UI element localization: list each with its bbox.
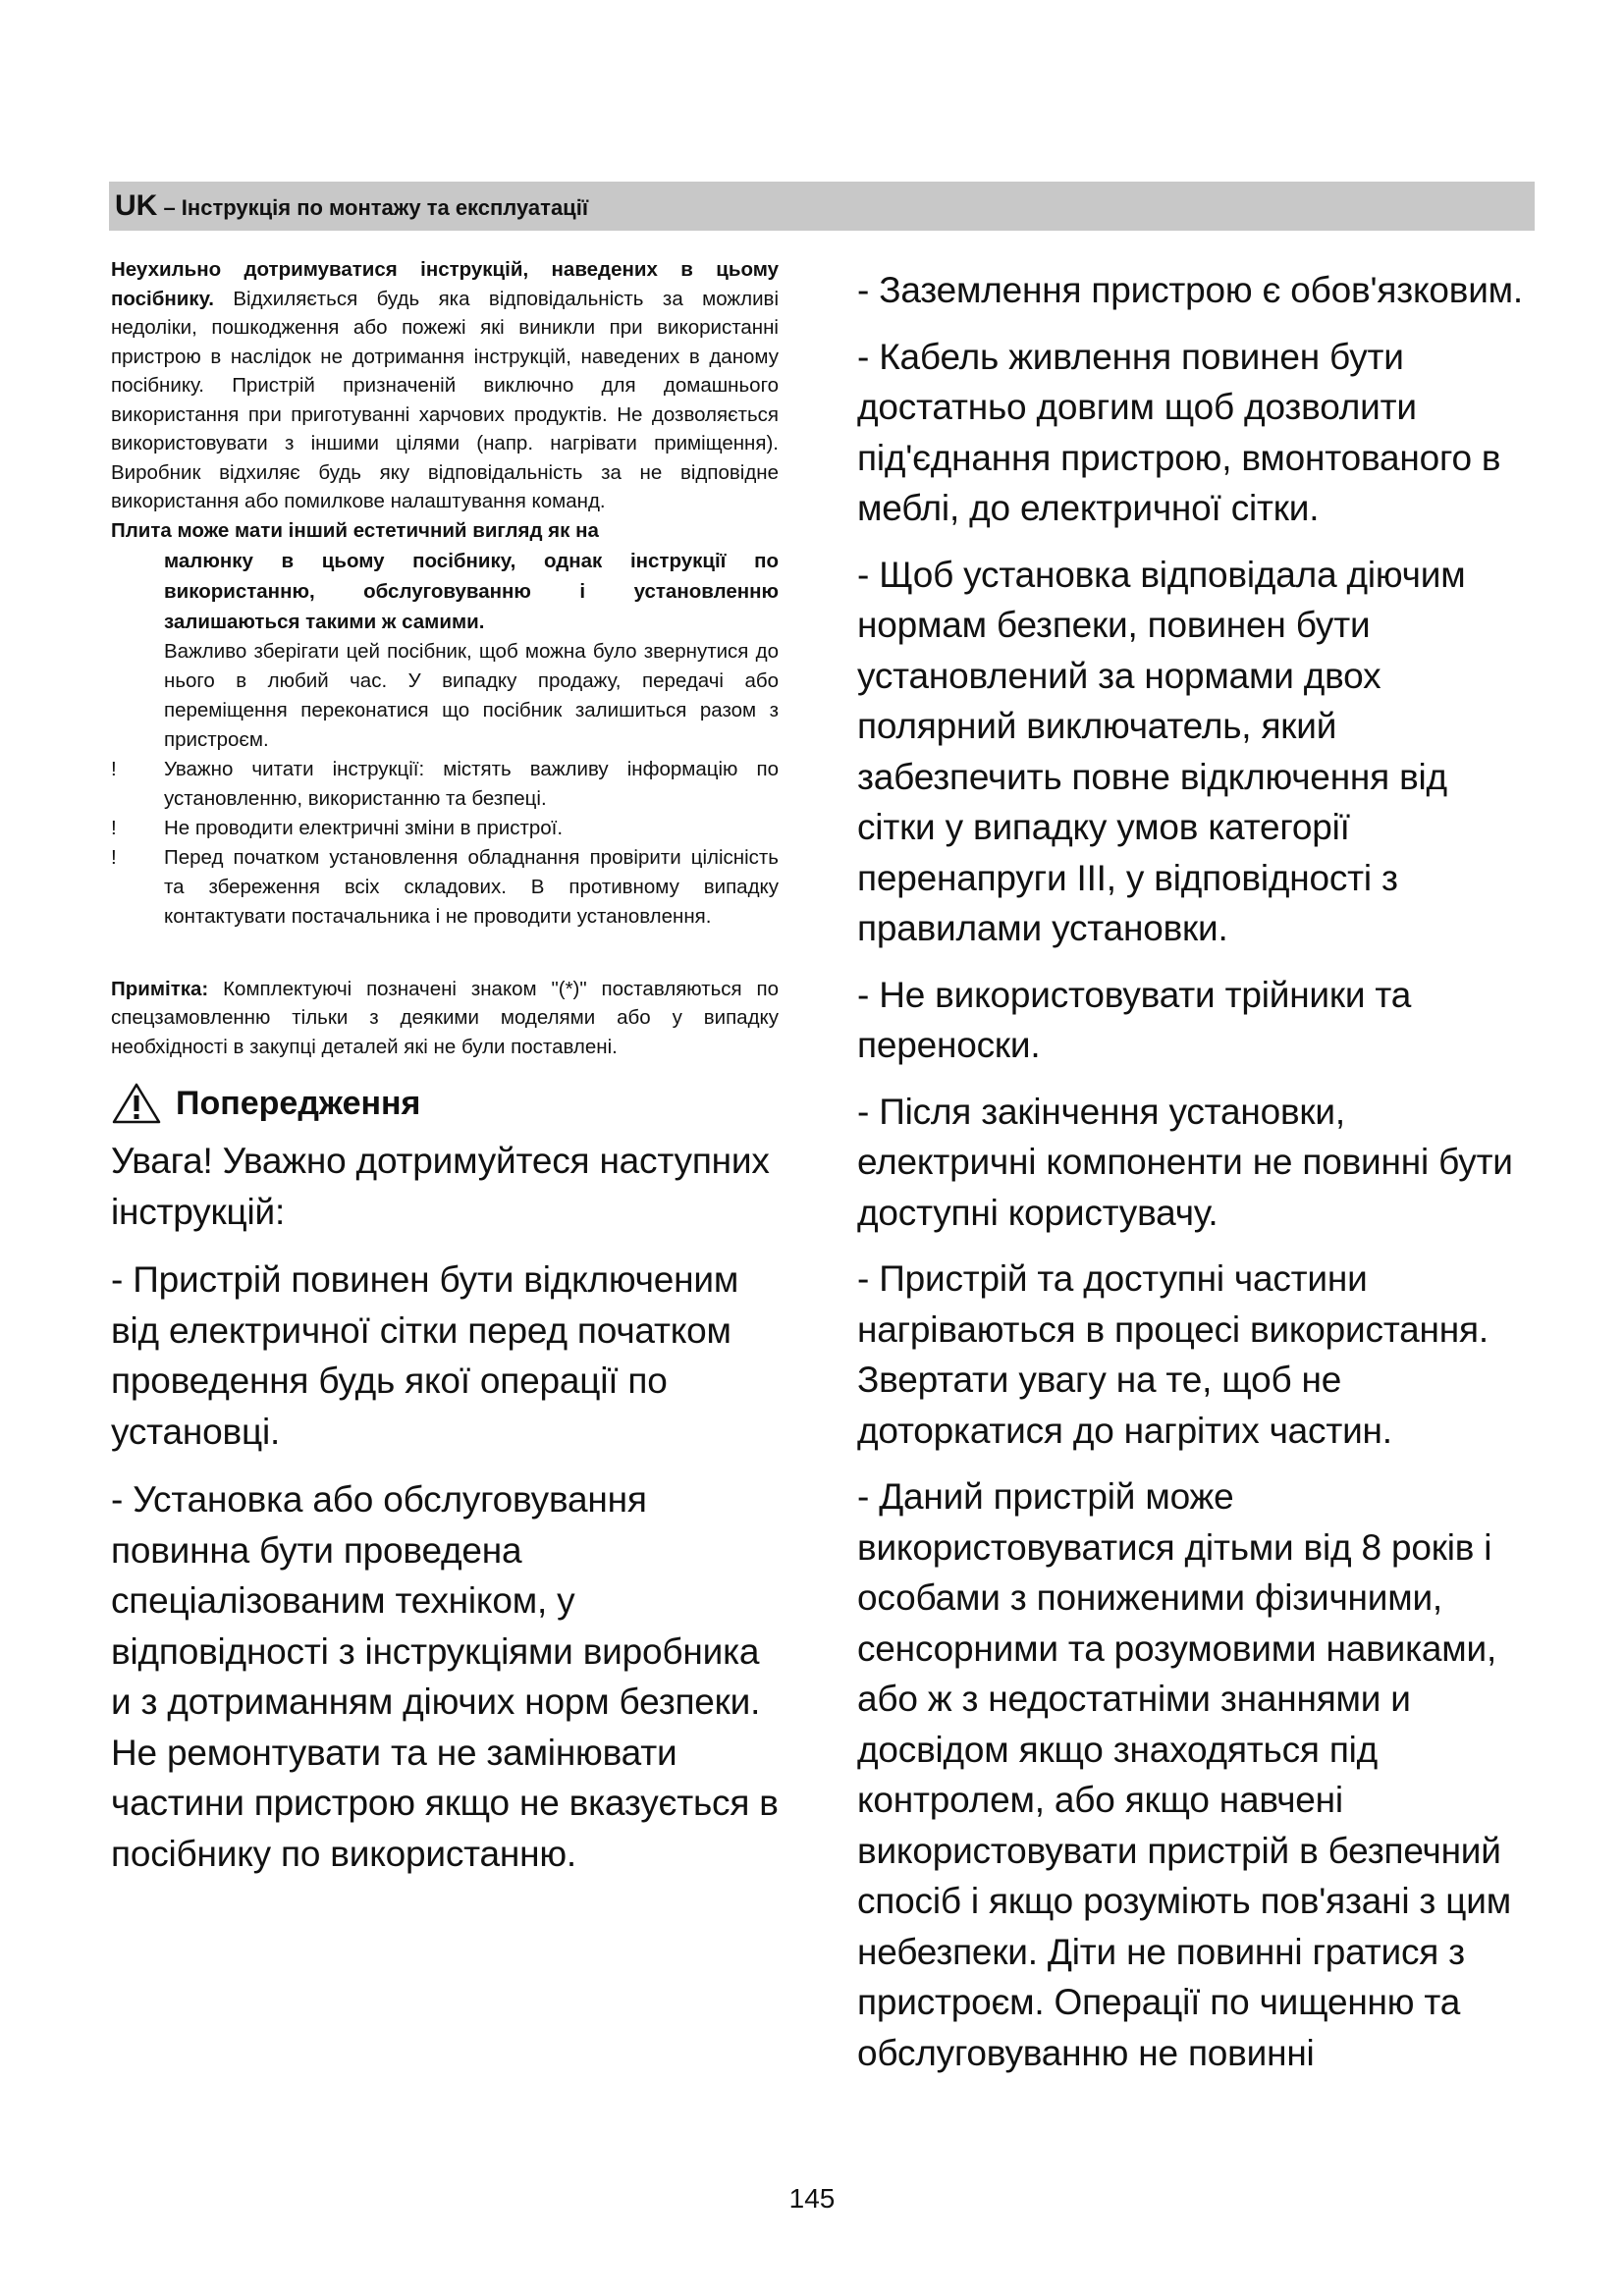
safety-item: - Не використовувати трійники та переноски. (857, 974, 1412, 1065)
right-column (857, 265, 1525, 2078)
note-label: Примітка: (111, 977, 209, 1000)
bullet-item (111, 843, 779, 932)
safety-item: - Кабель живлення повинен бути достатньо довгим щоб дозволити під'єднання пристрою, вмонтованого в меблі, до електричної сітки. (857, 336, 1501, 528)
warning-item: - Пристрій повинен бути відключеним від електричної сітки перед початком проведення будь якої операції по установці. (111, 1259, 739, 1452)
keep-manual-text: Важливо зберігати цей посібник, щоб можна було звернутися до нього в любий час. У випадку продажу, передачі або переміщення переконатися що посібник залишиться разом з пристроєм. (164, 639, 779, 751)
exclamation-icon: ! (111, 757, 117, 780)
left-column (111, 255, 779, 1879)
exclamation-icon: ! (111, 816, 117, 839)
language-code: UK (115, 189, 158, 222)
warning-intro: Увага! Уважно дотримуйтеся наступних інструкцій: (111, 1141, 770, 1232)
page-number: 145 (788, 2183, 836, 2214)
warning-title: Попередження (176, 1085, 421, 1122)
bullet-text: Уважно читати інструкції: містять важливу інформацію по установленню, використанню та безпеці. (164, 757, 779, 810)
intro-paragraph (111, 255, 779, 516)
safety-item: - Заземлення пристрою є обов'язковим. (857, 270, 1523, 310)
intro-text: Відхиляється будь яка відповідальність за можливі недоліки, пошкодження або пожежі які виникли при використанні пристрою в наслідок не дотримання інструкцій, наведених в даному посібнику. Пристрій призначеній виключно для домашнього використання при приготуванні харчових продуктів. Не дозволяється використовувати з іншими цілями (напр. нагрівати приміщення). Виробник відхиляє будь яку відповідальність за не відповідне використання або помилкове налаштування команд. (111, 287, 779, 512)
exclamation-icon: ! (111, 845, 117, 869)
note-paragraph (111, 975, 779, 1062)
section-header (109, 182, 1535, 231)
warning-triangle-icon (111, 1082, 162, 1125)
bullet-text: Перед початком установлення обладнання провірити цілісність та збереження всіх складових. В противному випадку контактувати постачальника і не проводити установлення. (164, 845, 779, 928)
safety-item: - Після закінчення установки, електричні компоненти не повинні бути доступні користувачу. (857, 1091, 1513, 1233)
safety-item: - Щоб установка відповідала діючим нормам безпеки, повинен бути установлений за нормами двох полярний виключатель, який забезпечить повне відключення від сітки у випадку умов категорії перенапруги III, у відповідності з правилами установки. (857, 554, 1466, 948)
appearance-lead: Плита може мати інший естетичний вигляд як на (111, 518, 599, 542)
appearance-rest: малюнку в цьому посібнику, однак інструкції по використанню, обслуговуванню і установленню залишаються такими ж самими. (164, 549, 779, 633)
warning-heading (111, 1081, 779, 1126)
warning-item: - Установка або обслуговування повинна бути проведена спеціалізованим техніком, у відповідності з інструкціями виробника и з дотриманням діючих норм безпеки. Не ремонтувати та не замінювати частини пристрою якщо не вказується в посібнику по використанню. (111, 1479, 779, 1874)
bullet-item (111, 755, 779, 814)
intro-bold: Неухильно дотримуватися інструкцій, наведених в цьому посібнику. (111, 258, 779, 310)
bullet-item (111, 814, 779, 843)
note-text: Комплектуючі позначені знаком "(*)" поставляються по спецзамовленню тільки з деякими моделями або у випадку необхідності в закупці деталей які не були поставлені. (111, 977, 779, 1058)
safety-item: - Пристрій та доступні частини нагріваються в процесі використання. Звертати увагу на те, щоб не доторкатися до нагрітих частин. (857, 1258, 1489, 1451)
section-title: – Інструкція по монтажу та експлуатації (157, 195, 589, 220)
safety-item: - Даний пристрій може використовуватися дітьми від 8 років і особами з пониженими фізичними, сенсорними та розумовими навиками, або ж з недостатніми знаннями и досвідом якщо знаходяться під контролем, або якщо навчені використовувати пристрій в безпечний спосіб і якщо розуміють пов'язані з цим небезпеки. Діти не повинні гратися з пристроєм. Операції по чищенню та обслуговуванню не повинні (857, 1476, 1511, 2073)
bullet-text: Не проводити електричні зміни в пристрої. (164, 816, 564, 839)
